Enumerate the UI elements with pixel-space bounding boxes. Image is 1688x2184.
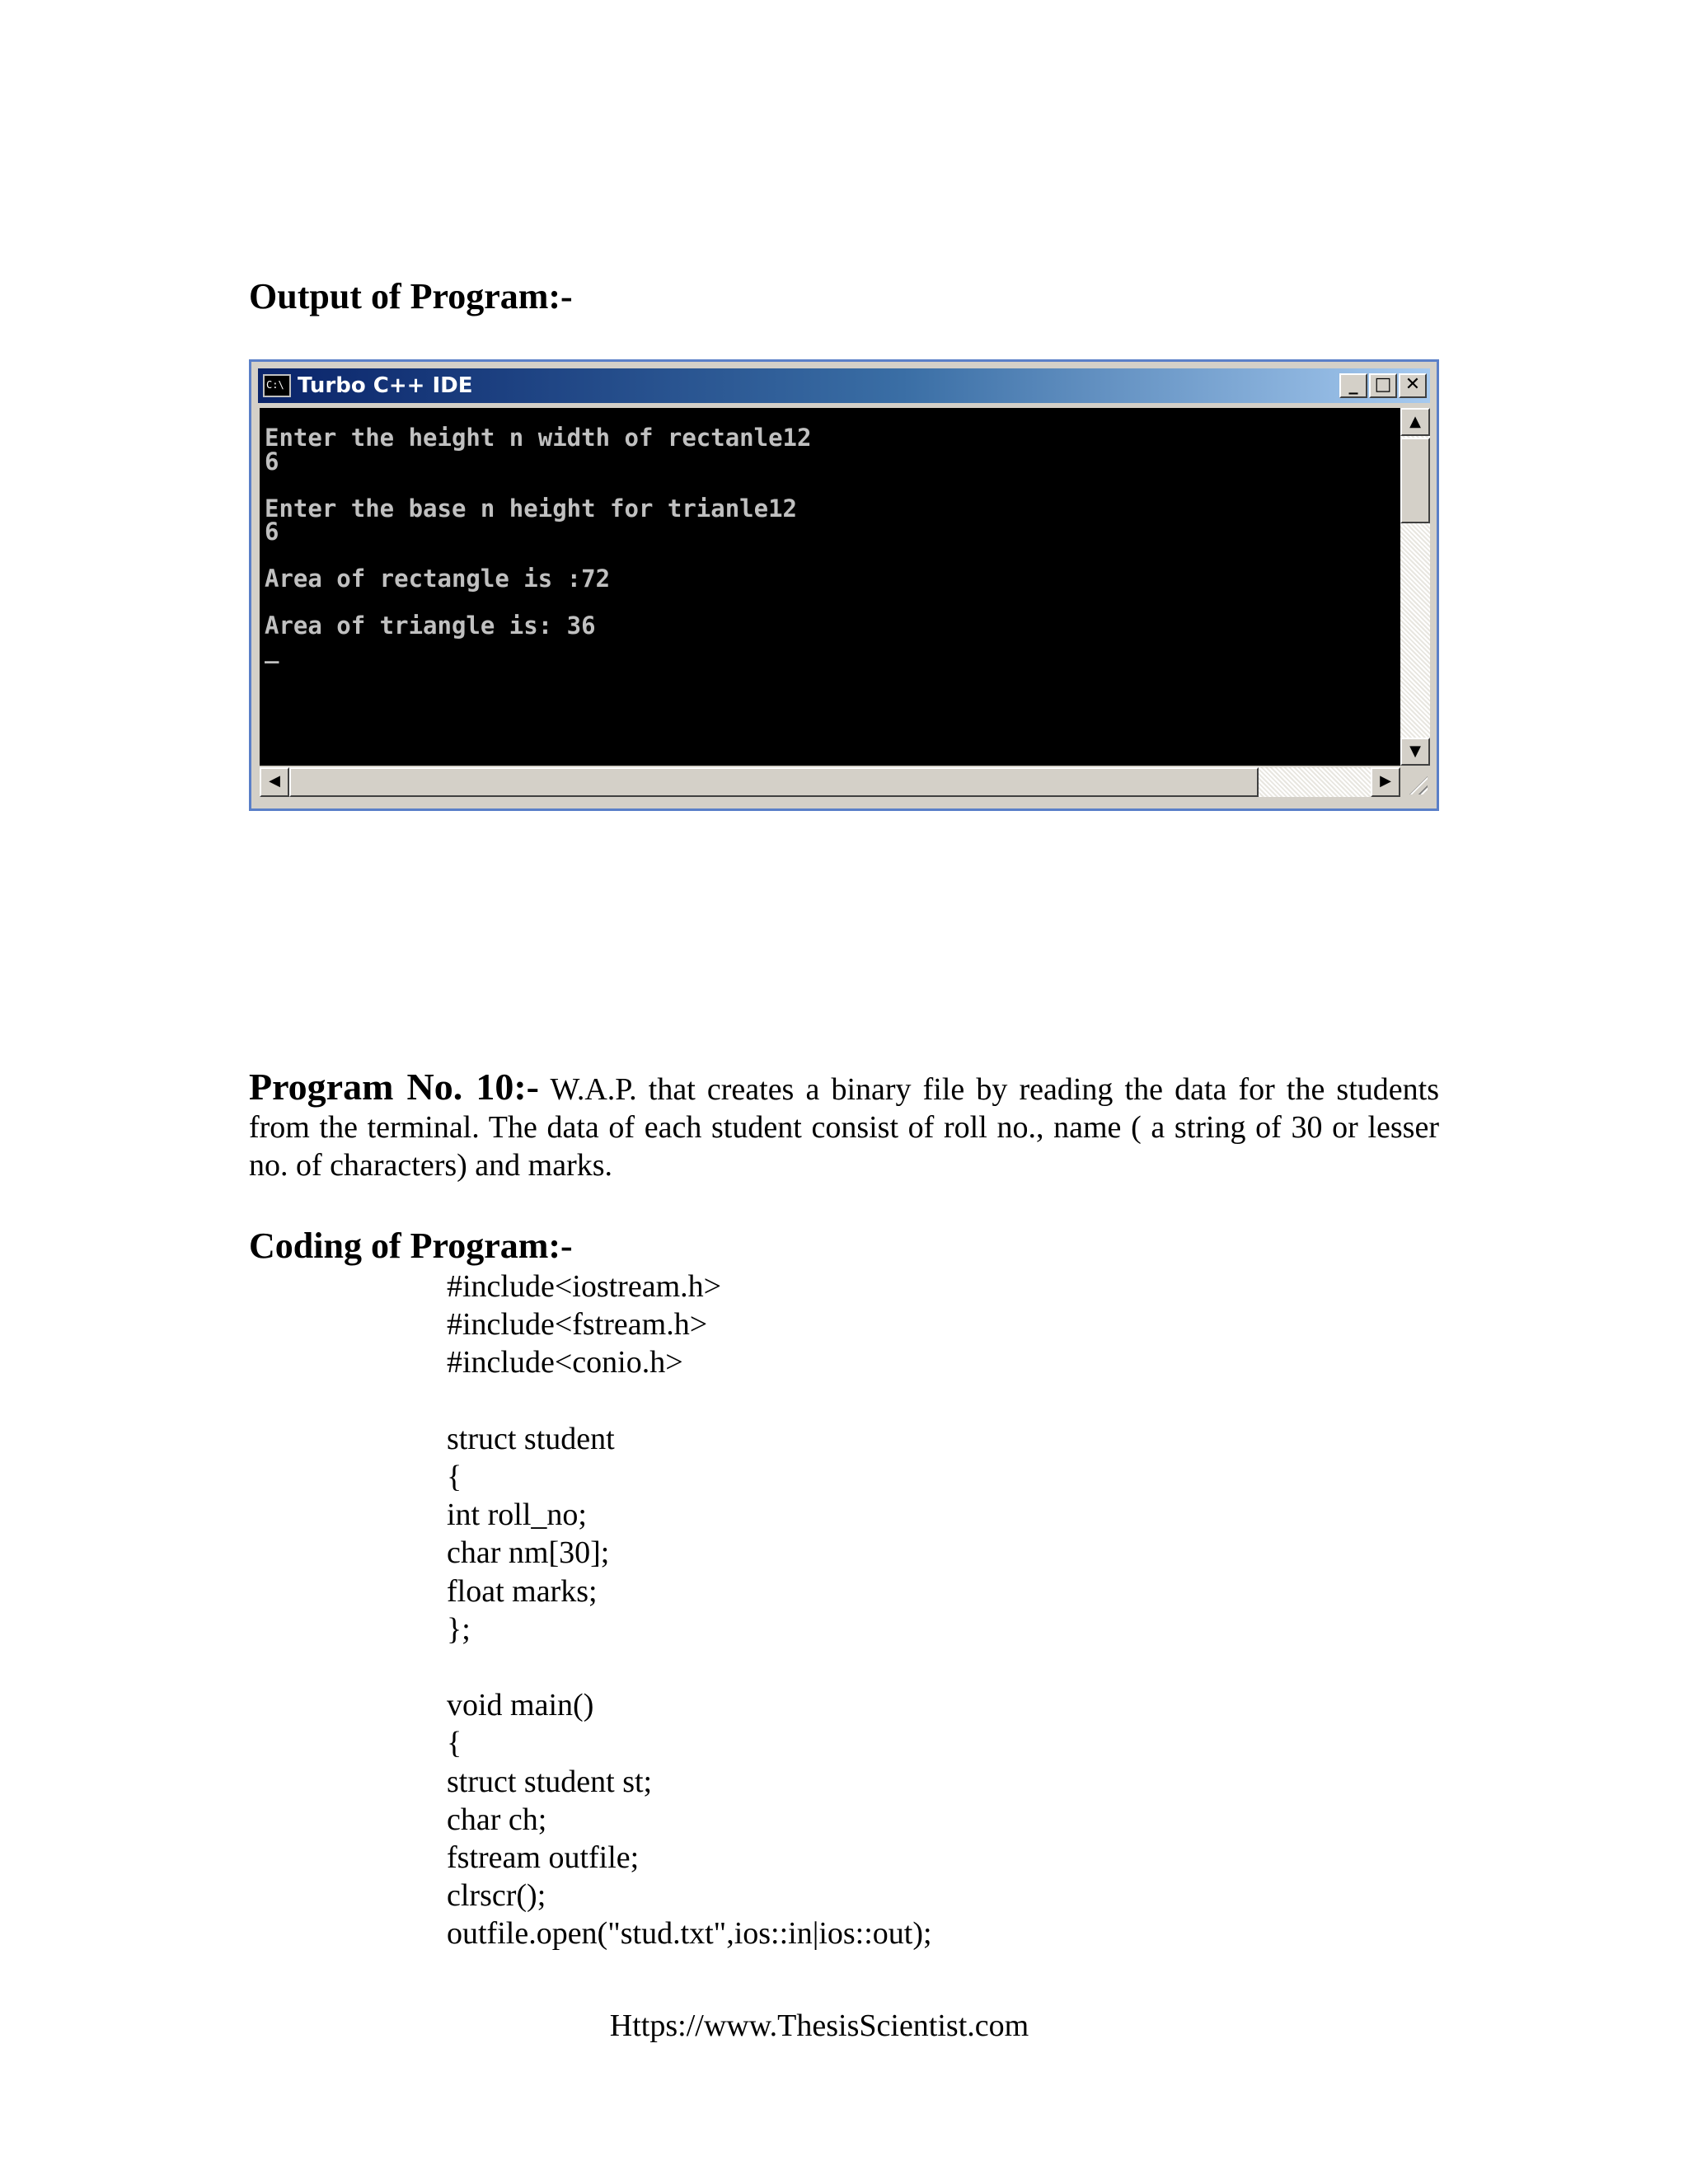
console-line: Enter the height n width of rectanle12 xyxy=(265,424,812,452)
vertical-scroll-thumb[interactable] xyxy=(1400,438,1430,523)
console-line: _ xyxy=(265,635,279,663)
console-line: 6 xyxy=(265,518,279,546)
scroll-left-button[interactable]: ◀ xyxy=(260,767,289,797)
code-line: void main() xyxy=(447,1688,594,1723)
code-line: #include<iostream.h> xyxy=(447,1269,722,1304)
horizontal-scrollbar[interactable] xyxy=(260,767,1400,797)
code-listing xyxy=(447,1268,932,1953)
console-line: Area of triangle is: 36 xyxy=(265,612,596,640)
window-titlebar[interactable] xyxy=(258,368,1430,403)
horizontal-scroll-thumb[interactable] xyxy=(289,767,1259,797)
console-output[interactable] xyxy=(260,408,1400,766)
window-title: Turbo C++ IDE xyxy=(298,373,473,398)
code-line: int roll_no; xyxy=(447,1497,587,1533)
code-line: #include<fstream.h> xyxy=(447,1307,708,1343)
code-line: clrscr(); xyxy=(447,1878,546,1914)
scroll-down-button[interactable]: ▼ xyxy=(1400,738,1430,766)
console-line xyxy=(265,591,1400,615)
code-line: { xyxy=(447,1460,462,1495)
console-app-icon: C:\ xyxy=(263,374,291,397)
code-line: char nm[30]; xyxy=(447,1535,610,1571)
code-line: }; xyxy=(447,1611,471,1647)
footer-url[interactable]: Https://www.ThesisScientist.com xyxy=(609,2008,1029,2043)
console-line xyxy=(265,544,1400,568)
code-line: float marks; xyxy=(447,1573,598,1609)
code-line: struct student st; xyxy=(447,1764,653,1799)
console-line: Area of rectangle is :72 xyxy=(265,565,611,593)
vertical-scrollbar[interactable] xyxy=(1400,408,1430,766)
console-window xyxy=(249,359,1439,811)
window-controls xyxy=(1339,373,1427,398)
scroll-up-button[interactable]: ▲ xyxy=(1400,408,1430,436)
output-heading: Output of Program:- xyxy=(249,276,573,316)
program-statement xyxy=(249,1068,1439,1184)
console-line: 6 xyxy=(265,447,279,476)
code-line: { xyxy=(447,1726,462,1761)
console-line: Enter the base n height for trianle12 xyxy=(265,494,798,523)
code-line xyxy=(447,1382,932,1420)
console-line xyxy=(265,473,1400,497)
code-line: outfile.open("stud.txt",ios::in|ios::out); xyxy=(447,1916,932,1952)
coding-heading: Coding of Program:- xyxy=(249,1226,573,1266)
scroll-right-button[interactable]: ▶ xyxy=(1371,767,1400,797)
code-line: char ch; xyxy=(447,1802,547,1837)
footer xyxy=(0,2008,1688,2044)
code-line: fstream outfile; xyxy=(447,1840,640,1876)
program-number: Program No. 10:- xyxy=(249,1066,539,1108)
minimize-button[interactable]: _ xyxy=(1339,373,1367,398)
resize-grip-icon[interactable] xyxy=(1400,767,1430,797)
maximize-button[interactable]: □ xyxy=(1369,373,1397,398)
program-description: W.A.P. that creates a binary file by reading the data for the students from the terminal. The data of each student consist of roll no., name ( a string of 30 or lesser no. of characters) and marks. xyxy=(249,1072,1439,1183)
close-button[interactable]: ✕ xyxy=(1399,373,1427,398)
code-line xyxy=(447,1648,932,1686)
code-line: struct student xyxy=(447,1421,615,1456)
code-line: #include<conio.h> xyxy=(447,1345,683,1380)
